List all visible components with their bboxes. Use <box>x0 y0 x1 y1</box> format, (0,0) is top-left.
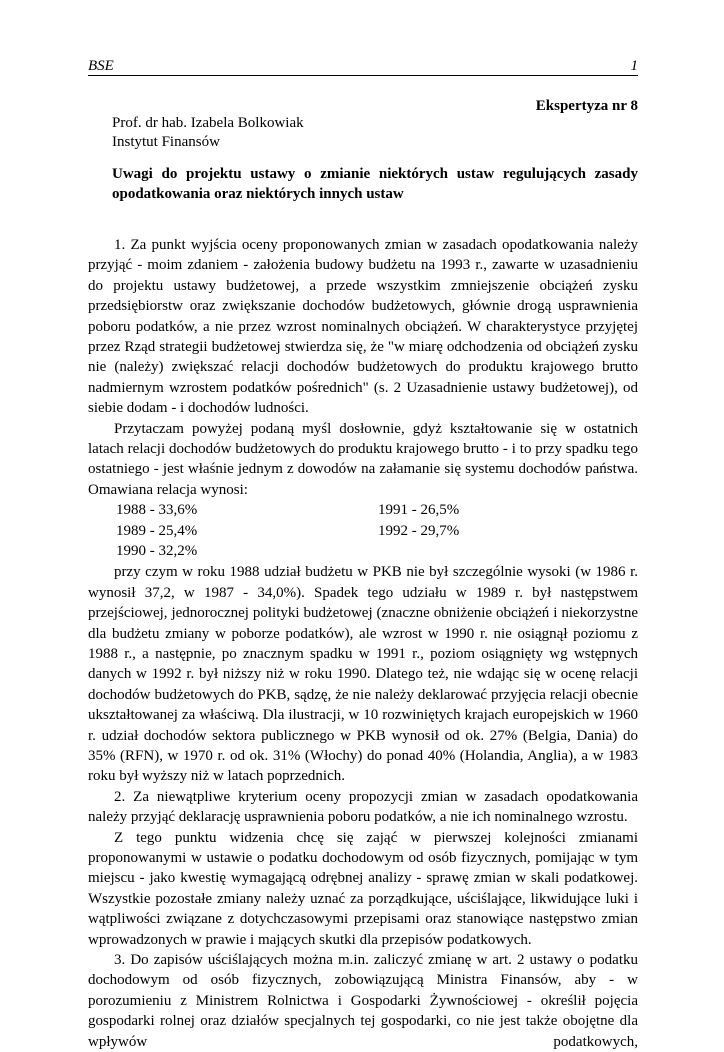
author-institution: Instytut Finansów <box>112 134 220 150</box>
paragraph-5: Z tego punktu widzenia chcę się zająć w pierwszej kolejności zmianami proponowanymi w ustawie o podatku dochodowym od osób fizycznych, pomijając w tym miejscu - jako kwestię wymagającą odrębnej analizy - sprawę zmian w skali podatkowej. Wszystkie pozostałe zmiany należy uznać za porządkujące, uściślające, likwidujące luki i wątpliwości związane z dotychczasowymi przepisami oraz stanowiące następstwo zmian wprowadzonych w prawie i mających skutki dla przepisów podatkowych. <box>88 829 638 948</box>
author-name: Prof. dr hab. Izabela Bolkowiak <box>112 115 304 131</box>
expertise-number: Ekspertyza nr 8 <box>535 98 638 114</box>
ratio-1988: 1988 - 33,6% <box>116 502 198 519</box>
ratio-1992: 1992 - 29,7% <box>378 522 460 539</box>
header-page-number: 1 <box>630 58 638 74</box>
ratio-column-right <box>378 500 459 541</box>
ratio-column-left <box>116 500 197 561</box>
author-block <box>112 114 304 152</box>
running-header <box>88 58 638 76</box>
document-body <box>88 235 638 1052</box>
ratio-1990: 1990 - 32,2% <box>116 543 198 560</box>
header-journal-abbrev: BSE <box>88 58 114 74</box>
ratio-1991: 1991 - 26,5% <box>378 502 460 519</box>
paragraph-1: 1. Za punkt wyjścia oceny proponowanych zmian w zasadach opodatkowania należy przyjąć - moim zdaniem - założenia budowy budżetu na 1993 r., zawarte w uzasadnieniu do projektu ustawy budżetowej, a przede wszystkim zmniejszenie obciążeń zysku przedsiębiorstw oraz zwiększanie dochodów budżetowych, głównie drogą usprawnienia poboru podatków, a nie przez wzrost nominalnych obciążeń. W charakterystyce przyjętej przez Rząd strategii budżetowej stwierdza się, że "w miarę odchodzenia od obciążeń zysku nie (należy) zwiększać relacji dochodów budżetowych do produktu krajowego brutto nadmiernym wzrostem podatków pośrednich" (s. 2 Uzasadnienie ustawy budżetowej), od siebie dodam - i dochodów ludności. <box>88 237 638 417</box>
paragraph-3: przy czym w roku 1988 udział budżetu w PKB nie był szczególnie wysoki (w 1986 r. wynosił 37,2, w 1987 - 34,0%). Spadek tego udziału w 1989 r. był następstwem przejściowej, jednorocznej polityki budżetowej (znaczne obniżenie obciążeń i niekorzystne dla budżetu zmiany w poborze podatków), ale wzrost w 1990 r. nie osiągnął poziomu z 1988 r., a następnie, po znacznym spadku w 1991 r., poziom osiągnięty wg wstępnych danych w 1992 r. był niższy niż w roku 1990. Dlatego też, nie wdając się w ocenę relacji dochodów budżetowych do PKB, sądzę, że nie należy deklarować przyjęcia relacji obecnie ukształtowanej za właściwą. Dla ilustracji, w 10 rozwiniętych krajach europejskich w 1960 r. udział dochodów sektora publicznego w PKB wynosił od ok. 27% (Belgia, Dania) do 35% (RFN), w 1970 r. od ok. 31% (Włochy) do ponad 40% (Holandia, Anglia), a w 1983 roku był wyższy niż w latach poprzednich. <box>88 564 638 785</box>
paragraph-4: 2. Za niewątpliwe kryterium oceny propozycji zmian w zasadach opodatkowania należy przyjąć deklarację usprawnienia poboru podatków, a nie ich nominalnego wzrostu. <box>88 788 638 826</box>
paragraph-2: Przytaczam powyżej podaną myśl dosłownie, gdyż kształtowanie się w ostatnich latach relacji dochodów budżetowych do produktu krajowego brutto - i to przy spadku tego ostatniego - jest właśnie jednym z dowodów na załamanie się systemu dochodów państwa. Omawiana relacja wynosi: <box>88 420 638 498</box>
paragraph-6: 3. Do zapisów uściślających można m.in. zaliczyć zmianę w art. 2 ustawy o podatku dochodowym od osób fizycznych, zobowiązującą Ministra Finansów, aby - w porozumieniu z Ministrem Rolnictwa i Gospodarki Żywnościowej - określił pojęcia gospodarki rolnej oraz działów specjalnych tej gospodarki, co nie jest także obojętne dla wpływów podatkowych, <box>88 952 638 1050</box>
ratio-1989: 1989 - 25,4% <box>116 522 198 539</box>
ratio-values <box>88 500 638 562</box>
document-title: Uwagi do projektu ustawy o zmianie niektórych ustaw regulujących zasady opodatkowania oraz niektórych innych ustaw <box>112 166 638 202</box>
